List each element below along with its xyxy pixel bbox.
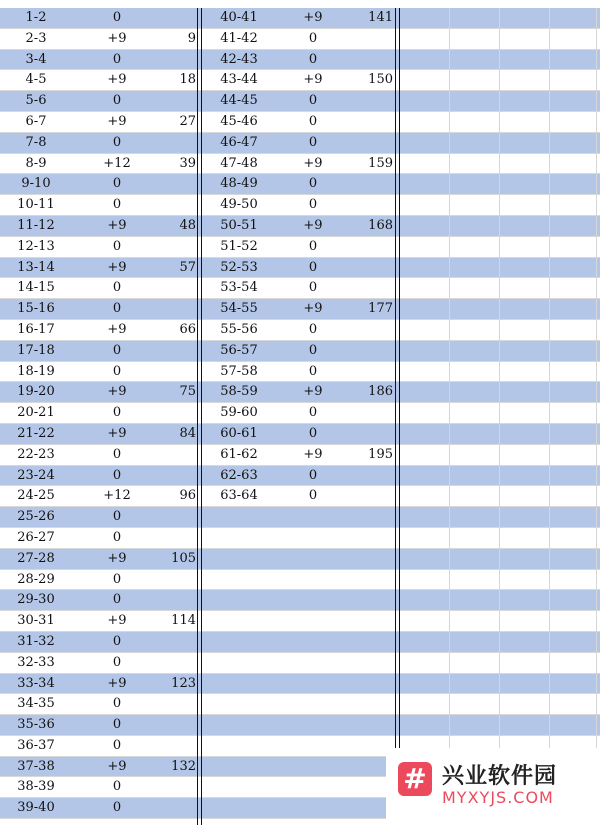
table-row [0,341,600,362]
range-cell[interactable]: 29-30 [17,592,55,608]
total-cell[interactable] [150,8,196,29]
range-cell[interactable]: 39-40 [17,800,55,816]
delta-cell[interactable]: +9 [107,384,127,400]
range-cell[interactable]: 7-8 [25,134,47,150]
total-cell[interactable] [150,341,196,362]
range-cell[interactable]: 23-24 [17,467,55,483]
total-cell[interactable] [150,798,196,819]
delta-cell[interactable]: +12 [103,155,131,171]
range-cell[interactable]: 12-13 [17,238,55,254]
delta-cell[interactable]: 0 [308,30,318,46]
delta-cell[interactable]: 0 [112,363,122,379]
total-cell[interactable]: 159 [368,155,393,171]
table-row [0,632,600,653]
delta-cell[interactable]: 0 [112,800,122,816]
range-cell[interactable]: 21-22 [17,425,55,441]
range-cell[interactable]: 6-7 [25,113,47,129]
total-cell[interactable] [150,694,196,715]
table-row [0,674,600,695]
range-cell[interactable]: 46-47 [220,134,258,150]
empty-column-gridline [549,8,550,825]
range-cell[interactable]: 56-57 [220,342,258,358]
total-cell[interactable] [348,174,393,195]
total-cell[interactable] [150,133,196,154]
delta-cell[interactable]: 0 [112,509,122,525]
range-cell[interactable]: 1-2 [25,10,47,25]
delta-cell[interactable]: +9 [107,613,127,629]
total-cell[interactable]: 177 [368,301,393,317]
table-row [0,8,600,29]
table-row [0,382,600,403]
total-cell[interactable]: 186 [368,384,393,400]
delta-cell[interactable]: 0 [308,197,318,213]
table-row [0,466,600,487]
delta-cell[interactable]: +9 [107,259,127,275]
spreadsheet-grid [0,8,600,819]
range-cell[interactable]: 9-10 [21,176,51,192]
total-cell[interactable] [348,258,393,279]
range-cell[interactable]: 13-14 [17,259,55,275]
delta-cell[interactable]: +9 [107,675,127,691]
total-cell[interactable]: 18 [179,72,196,88]
range-cell[interactable]: 8-9 [25,155,47,171]
delta-cell[interactable]: 0 [112,779,122,795]
delta-cell[interactable]: +9 [107,113,127,129]
table-row [0,50,600,71]
range-cell[interactable]: 37-38 [17,758,55,774]
total-cell[interactable]: 48 [179,217,196,233]
delta-cell[interactable]: 0 [112,51,122,67]
total-cell[interactable]: 96 [179,488,196,504]
range-cell[interactable]: 52-53 [220,259,258,275]
total-cell[interactable] [348,403,393,424]
total-cell[interactable] [348,91,393,112]
table-row [0,174,600,195]
total-cell[interactable] [150,528,196,549]
total-cell[interactable]: 150 [368,72,393,88]
range-cell[interactable]: 41-42 [220,30,258,46]
range-cell[interactable]: 42-43 [220,51,258,67]
range-cell[interactable]: 43-44 [220,72,258,88]
watermark [386,748,600,825]
range-cell[interactable]: 25-26 [17,509,55,525]
range-cell[interactable]: 28-29 [17,571,55,587]
table-row [0,653,600,674]
table-row [0,320,600,341]
range-cell[interactable]: 38-39 [17,779,55,795]
total-cell[interactable] [150,466,196,487]
range-cell[interactable]: 62-63 [220,467,258,483]
table-row [0,91,600,112]
total-cell[interactable] [348,466,393,487]
range-cell[interactable]: 45-46 [220,113,258,129]
table-row [0,278,600,299]
range-cell[interactable]: 11-12 [17,217,55,233]
delta-cell[interactable]: +12 [103,488,131,504]
delta-cell[interactable]: 0 [112,93,122,109]
range-cell[interactable]: 17-18 [17,342,55,358]
delta-cell[interactable]: +9 [303,217,323,233]
range-cell[interactable]: 53-54 [220,280,258,296]
range-cell[interactable]: 60-61 [220,425,258,441]
delta-cell[interactable]: 0 [112,633,122,649]
delta-cell[interactable]: 0 [112,176,122,192]
total-cell[interactable] [150,736,196,757]
total-cell[interactable] [150,715,196,736]
total-cell[interactable]: 66 [179,321,196,337]
total-cell[interactable]: 9 [187,30,196,46]
table-row [0,299,600,320]
table-row [0,237,600,258]
delta-cell[interactable]: +9 [107,217,127,233]
total-cell[interactable]: 141 [368,10,393,25]
delta-cell[interactable]: 0 [112,10,122,25]
delta-cell[interactable]: 0 [112,238,122,254]
delta-cell[interactable]: 0 [308,321,318,337]
range-cell[interactable]: 51-52 [220,238,258,254]
delta-cell[interactable]: 0 [308,425,318,441]
table-row [0,216,600,237]
total-cell[interactable] [348,29,393,50]
total-cell[interactable] [150,237,196,258]
delta-cell[interactable]: 0 [308,280,318,296]
table-row [0,570,600,591]
range-cell[interactable]: 32-33 [17,654,55,670]
total-cell[interactable]: 84 [179,425,196,441]
table-row [0,590,600,611]
table-row [0,154,600,175]
delta-cell[interactable]: 0 [112,654,122,670]
delta-cell[interactable]: 0 [308,93,318,109]
delta-cell[interactable]: 0 [112,696,122,712]
delta-cell[interactable]: 0 [112,405,122,421]
range-cell[interactable]: 15-16 [17,301,55,317]
delta-cell[interactable]: 0 [112,197,122,213]
total-cell[interactable] [150,50,196,71]
empty-column-gridline [449,8,450,825]
total-cell[interactable] [150,195,196,216]
total-cell[interactable] [150,174,196,195]
watermark-title: 兴业软件园 [442,764,558,789]
total-cell[interactable]: 195 [368,446,393,462]
delta-cell[interactable]: 0 [112,342,122,358]
range-cell[interactable]: 55-56 [220,321,258,337]
right-table-right-border [395,8,396,825]
delta-cell[interactable]: +9 [303,10,323,25]
table-row [0,549,600,570]
left-table-right-border [197,8,198,825]
delta-cell[interactable]: 0 [112,280,122,296]
range-cell[interactable]: 27-28 [17,550,55,566]
range-cell[interactable]: 54-55 [220,301,258,317]
total-cell[interactable] [150,445,196,466]
range-cell[interactable]: 49-50 [220,197,258,213]
delta-cell[interactable]: +9 [303,301,323,317]
delta-cell[interactable]: 0 [112,446,122,462]
delta-cell[interactable]: +9 [107,425,127,441]
total-cell[interactable] [348,320,393,341]
table-row [0,29,600,50]
total-cell[interactable] [348,237,393,258]
range-cell[interactable]: 40-41 [220,10,258,25]
range-cell[interactable]: 30-31 [17,613,55,629]
table-row [0,362,600,383]
delta-cell[interactable]: +9 [303,72,323,88]
delta-cell[interactable]: +9 [107,72,127,88]
table-row [0,445,600,466]
table-row [0,694,600,715]
delta-cell[interactable]: +9 [107,550,127,566]
range-cell[interactable]: 5-6 [25,93,47,109]
table-row [0,507,600,528]
total-cell[interactable]: 57 [179,259,196,275]
delta-cell[interactable]: 0 [308,467,318,483]
right-table-left-border [201,8,202,825]
total-cell[interactable] [348,278,393,299]
range-cell[interactable]: 14-15 [17,280,55,296]
total-cell[interactable] [348,341,393,362]
delta-cell[interactable]: 0 [112,737,122,753]
delta-cell[interactable]: 0 [112,467,122,483]
range-cell[interactable]: 16-17 [17,321,55,337]
range-cell[interactable]: 26-27 [17,529,55,545]
table-row [0,70,600,91]
range-cell[interactable]: 31-32 [17,633,55,649]
total-cell[interactable] [150,570,196,591]
range-cell[interactable]: 18-19 [17,363,55,379]
range-cell[interactable]: 3-4 [25,51,47,67]
range-cell[interactable]: 22-23 [17,446,55,462]
total-cell[interactable]: 114 [171,613,196,629]
total-cell[interactable]: 132 [171,758,196,774]
table-row [0,424,600,445]
delta-cell[interactable]: 0 [308,363,318,379]
range-cell[interactable]: 50-51 [220,217,258,233]
delta-cell[interactable]: 0 [308,176,318,192]
range-cell[interactable]: 33-34 [17,675,55,691]
total-cell[interactable] [150,91,196,112]
total-cell[interactable] [150,632,196,653]
delta-cell[interactable]: 0 [308,134,318,150]
range-cell[interactable]: 24-25 [17,488,55,504]
range-cell[interactable]: 61-62 [220,446,258,462]
delta-cell[interactable]: 0 [112,717,122,733]
range-cell[interactable]: 2-3 [25,30,47,46]
total-cell[interactable]: 168 [368,217,393,233]
delta-cell[interactable]: 0 [308,113,318,129]
table-row [0,112,600,133]
empty-column-gridline [499,8,500,825]
range-cell[interactable]: 44-45 [220,93,258,109]
delta-cell[interactable]: 0 [112,134,122,150]
table-row [0,258,600,279]
table-row [0,486,600,507]
delta-cell[interactable]: 0 [308,488,318,504]
total-cell[interactable] [150,403,196,424]
total-cell[interactable]: 39 [179,155,196,171]
delta-cell[interactable]: 0 [112,592,122,608]
range-cell[interactable]: 47-48 [220,155,258,171]
watermark-url: MYXYJS.COM [442,788,554,807]
delta-cell[interactable]: 0 [308,238,318,254]
total-cell[interactable] [348,424,393,445]
range-cell[interactable]: 19-20 [17,384,55,400]
total-cell[interactable] [150,299,196,320]
total-cell[interactable] [348,486,393,507]
total-cell[interactable] [150,777,196,798]
table-row [0,403,600,424]
range-cell[interactable]: 10-11 [17,197,55,213]
table-row [0,611,600,632]
range-cell[interactable]: 57-58 [220,363,258,379]
range-cell[interactable]: 4-5 [25,72,47,88]
total-cell[interactable]: 105 [171,550,196,566]
delta-cell[interactable]: 0 [112,301,122,317]
range-cell[interactable]: 20-21 [17,405,55,421]
delta-cell[interactable]: +9 [303,446,323,462]
delta-cell[interactable]: +9 [107,758,127,774]
total-cell[interactable] [150,507,196,528]
total-cell[interactable] [150,653,196,674]
total-cell[interactable] [150,362,196,383]
range-cell[interactable]: 58-59 [220,384,258,400]
range-cell[interactable]: 35-36 [17,717,55,733]
total-cell[interactable]: 27 [179,113,196,129]
table-row [0,715,600,736]
total-cell[interactable] [348,50,393,71]
table-row [0,528,600,549]
delta-cell[interactable]: +9 [303,384,323,400]
range-cell[interactable]: 48-49 [220,176,258,192]
total-cell[interactable] [348,362,393,383]
table-row [0,133,600,154]
delta-cell[interactable]: 0 [112,529,122,545]
total-cell[interactable] [150,278,196,299]
delta-cell[interactable]: 0 [112,571,122,587]
range-cell[interactable]: 59-60 [220,405,258,421]
delta-cell[interactable]: 0 [308,342,318,358]
range-cell[interactable]: 63-64 [220,488,258,504]
delta-cell[interactable]: +9 [303,155,323,171]
range-cell[interactable]: 36-37 [17,737,55,753]
delta-cell[interactable]: 0 [308,259,318,275]
total-cell[interactable]: 123 [171,675,196,691]
empty-area-left-border [399,8,400,825]
total-cell[interactable] [348,112,393,133]
table-row [0,195,600,216]
total-cell[interactable] [348,195,393,216]
watermark-logo-icon: # [398,762,432,796]
total-cell[interactable] [348,133,393,154]
total-cell[interactable] [150,590,196,611]
delta-cell[interactable]: +9 [107,30,127,46]
empty-column-gridline [596,8,597,825]
delta-cell[interactable]: 0 [308,51,318,67]
delta-cell[interactable]: +9 [107,321,127,337]
range-cell[interactable]: 34-35 [17,696,55,712]
total-cell[interactable]: 75 [179,384,196,400]
delta-cell[interactable]: 0 [308,405,318,421]
